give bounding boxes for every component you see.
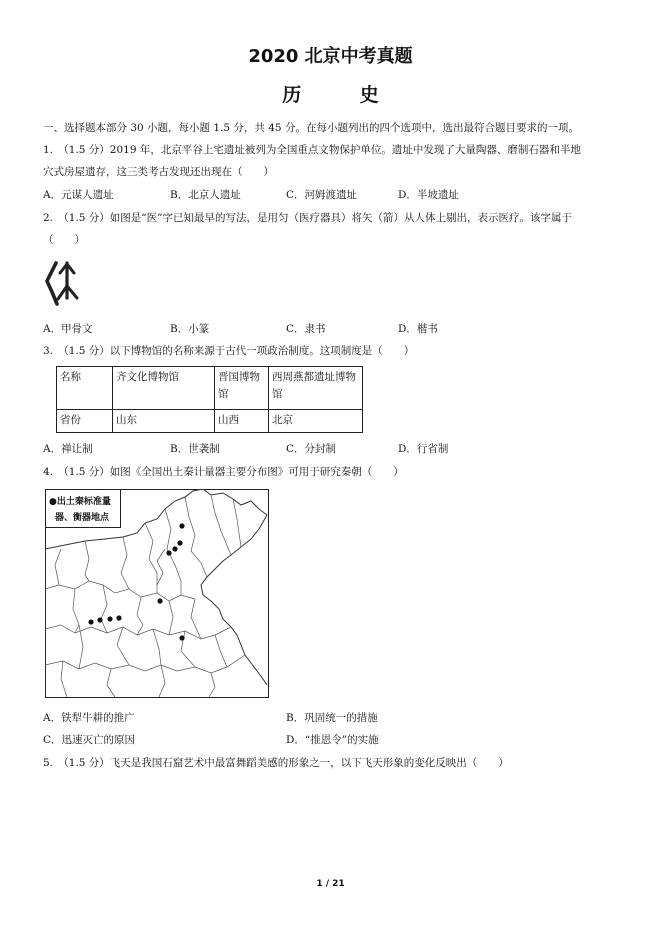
q2-option-a[interactable]: A．甲骨文 xyxy=(43,323,93,335)
q1-option-b[interactable]: B．北京人遗址 xyxy=(170,189,241,201)
site-dot xyxy=(179,523,184,528)
q2-option-d[interactable]: D．楷书 xyxy=(398,323,438,335)
site-dot xyxy=(88,619,93,624)
table-row xyxy=(57,410,363,433)
q3-option-c[interactable]: C．分封制 xyxy=(286,443,337,455)
table-cell: 山西 xyxy=(215,410,269,433)
q1-option-c[interactable]: C．河姆渡遗址 xyxy=(286,189,358,201)
q2-option-c[interactable]: C．隶书 xyxy=(286,323,326,335)
site-dot xyxy=(107,616,112,621)
q4-stem: 4. （1.5 分）如图《全国出土秦计量器主要分布图》可用于研究秦朝（ ） xyxy=(43,466,404,478)
q2-option-b[interactable]: B．小篆 xyxy=(170,323,210,335)
map-legend-line-1: ●出土秦标准量 xyxy=(49,497,111,507)
q4-option-c[interactable]: C．迅速灭亡的原因 xyxy=(43,734,136,746)
table-cell: 晋国博物 馆 xyxy=(215,367,269,410)
table-row xyxy=(57,367,363,410)
site-dot xyxy=(97,617,102,622)
q1-stem-line-1: 1. （1.5 分）2019 年，北京平谷上宅遗址被列为全国重点文物保护单位。遗址中发现了大量陶器、磨制石器和半地 xyxy=(43,144,581,156)
table-cell: 北京 xyxy=(269,410,363,433)
q1-option-d[interactable]: D．半坡遗址 xyxy=(398,189,459,201)
museum-table xyxy=(56,366,363,433)
q3-option-b[interactable]: B．世袭制 xyxy=(170,443,220,455)
site-dot xyxy=(172,546,177,551)
table-cell: 齐文化博物馆 xyxy=(113,367,215,410)
q3-option-d[interactable]: D．行省制 xyxy=(398,443,449,455)
map-legend-line-2: 器、衡器地点 xyxy=(55,513,110,523)
q2-stem-line-1: 2. （1.5 分）如图是“医”字已知最早的写法，是用匀（医疗器具）将矢（箭）从人体上剔出，表示医疗。该字属于 xyxy=(43,212,573,224)
q4-option-d[interactable]: D．“推恩令”的实施 xyxy=(286,734,379,746)
site-dot xyxy=(116,615,121,620)
q1-stem-line-2: 穴式房屋遗存，这三类考古发现还出现在（ ） xyxy=(43,166,274,178)
table-cell: 西周燕都遗址博物馆 xyxy=(269,367,363,410)
q1-option-a[interactable]: A．元谋人遗址 xyxy=(43,189,114,201)
site-dot xyxy=(157,598,162,603)
q5-stem: 5. （1.5 分）飞天是我国石窟艺术中最富舞蹈美感的形象之一，以下飞天形象的变化反映出（ ） xyxy=(43,757,509,769)
q2-stem-line-2: （ ） xyxy=(43,234,85,246)
q4-option-a[interactable]: A．铁犁牛耕的推广 xyxy=(43,712,135,724)
site-dot xyxy=(179,635,184,640)
q4-option-b[interactable]: B．巩固统一的措施 xyxy=(286,712,378,724)
ancient-yi-character-image xyxy=(44,258,86,310)
site-dot xyxy=(177,540,182,545)
table-cell: 名称 xyxy=(57,367,113,410)
table-cell: 山东 xyxy=(113,410,215,433)
qin-measuring-tools-map xyxy=(45,489,269,698)
page-title: 2020 北京中考真题 xyxy=(248,46,413,67)
table-cell: 省份 xyxy=(57,410,113,433)
section-instructions: 一、选择题本部分 30 小题，每小题 1.5 分，共 45 分。在每小题列出的四个选项中，选出最符合题目要求的一项。 xyxy=(43,122,579,134)
page-number: 1 / 21 xyxy=(316,879,345,889)
q3-option-a[interactable]: A．禅让制 xyxy=(43,443,93,455)
site-dot xyxy=(166,550,171,555)
subject-heading: 历 史 xyxy=(282,84,405,106)
q3-stem: 3. （1.5 分）以下博物馆的名称来源于古代一项政治制度。这项制度是（ ） xyxy=(43,345,415,357)
